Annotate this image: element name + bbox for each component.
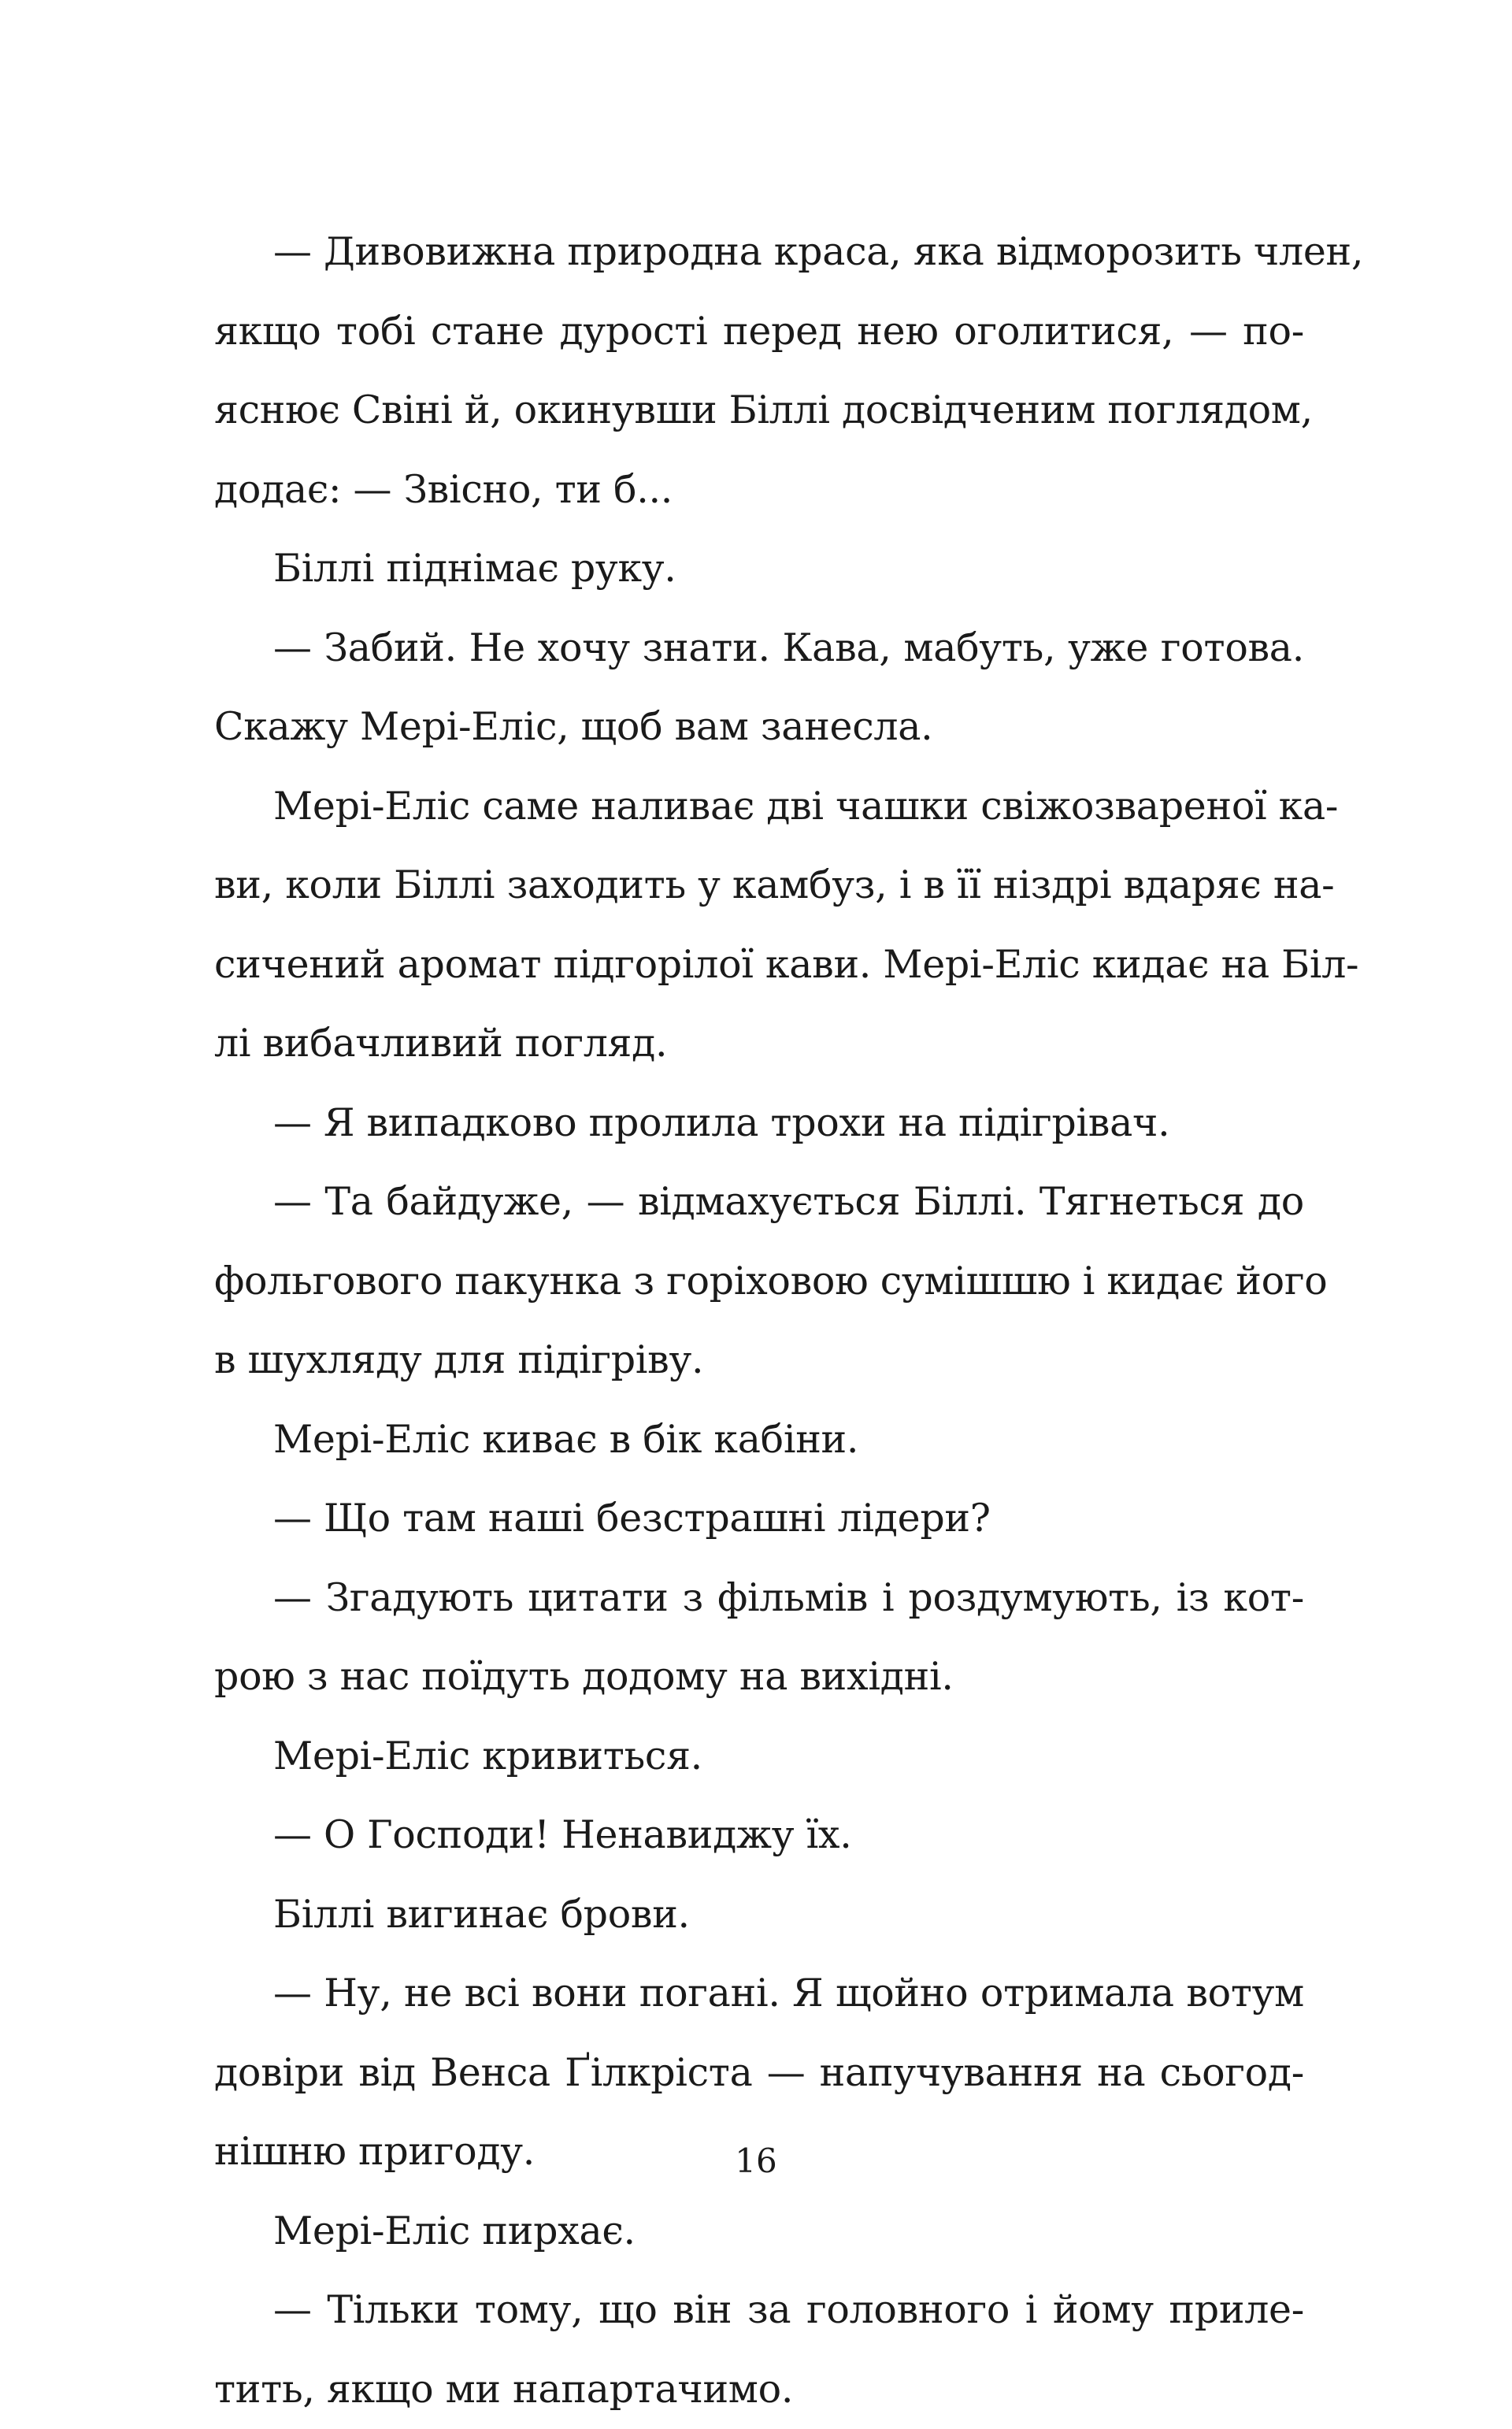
text-line: — Що там наші безстрашні лідери? (214, 1479, 1304, 1559)
text-line: Мері-Еліс пирхає. (214, 2192, 1304, 2271)
text-line: в шухляду для підігріву. (214, 1321, 1304, 1400)
text-line: — Я випадково пролила трохи на підігрівач. (214, 1084, 1304, 1163)
text-line: додає: — Звісно, ти б... (214, 451, 1304, 530)
text-line: Мері-Еліс саме наливає дві чашки свіжозвареної ка- (214, 767, 1304, 847)
text-line: фольгового пакунка з горіховою сумішшю і кидає його (214, 1242, 1304, 1322)
text-line: нішню пригоду. (214, 2112, 1304, 2192)
text-line: Біллі піднімає руку. (214, 529, 1304, 609)
text-line: якщо тобі стане дурості перед нею оголитися, — по- (214, 292, 1304, 372)
text-line: — О Господи! Ненавиджу їх. (214, 1796, 1304, 1875)
text-line: довіри від Венса Ґілкріста — напучування на сьогод- (214, 2034, 1304, 2113)
text-line: лі вибачливий погляд. (214, 1004, 1304, 1084)
text-line: — Забий. Не хочу знати. Кава, мабуть, уже готова. (214, 609, 1304, 688)
text-line: Біллі вигинає брови. (214, 1875, 1304, 1955)
text-line: — Ну, не всі вони погані. Я щойно отримала вотум (214, 1954, 1304, 2034)
text-line: ви, коли Біллі заходить у камбуз, і в її ніздрі вдаряє на- (214, 846, 1304, 925)
body-text (214, 213, 1304, 2429)
text-line: — Дивовижна природна краса, яка відморозить член, (214, 213, 1304, 292)
text-line: яснює Свіні й, окинувши Біллі досвідченим поглядом, (214, 371, 1304, 451)
text-line: — Тільки тому, що він за головного і йому прилe- (214, 2271, 1304, 2350)
text-line: — Та байдуже, — відмахується Біллі. Тягнеться до (214, 1163, 1304, 1242)
page-number: 16 (0, 2138, 1512, 2185)
text-line: рою з нас поїдуть додому на вихідні. (214, 1637, 1304, 1717)
text-line: — Згадують цитати з фільмів і роздумують, із кот- (214, 1559, 1304, 1638)
text-line: Скажу Мері-Еліс, щоб вам занесла. (214, 688, 1304, 767)
text-line: тить, якщо ми напартачимо. (214, 2350, 1304, 2429)
text-line: Мері-Еліс киває в бік кабіни. (214, 1400, 1304, 1480)
text-line: Мері-Еліс кривиться. (214, 1717, 1304, 1797)
text-line: сичений аромат підгорілої кави. Мері-Еліс кидає на Біл- (214, 925, 1304, 1005)
